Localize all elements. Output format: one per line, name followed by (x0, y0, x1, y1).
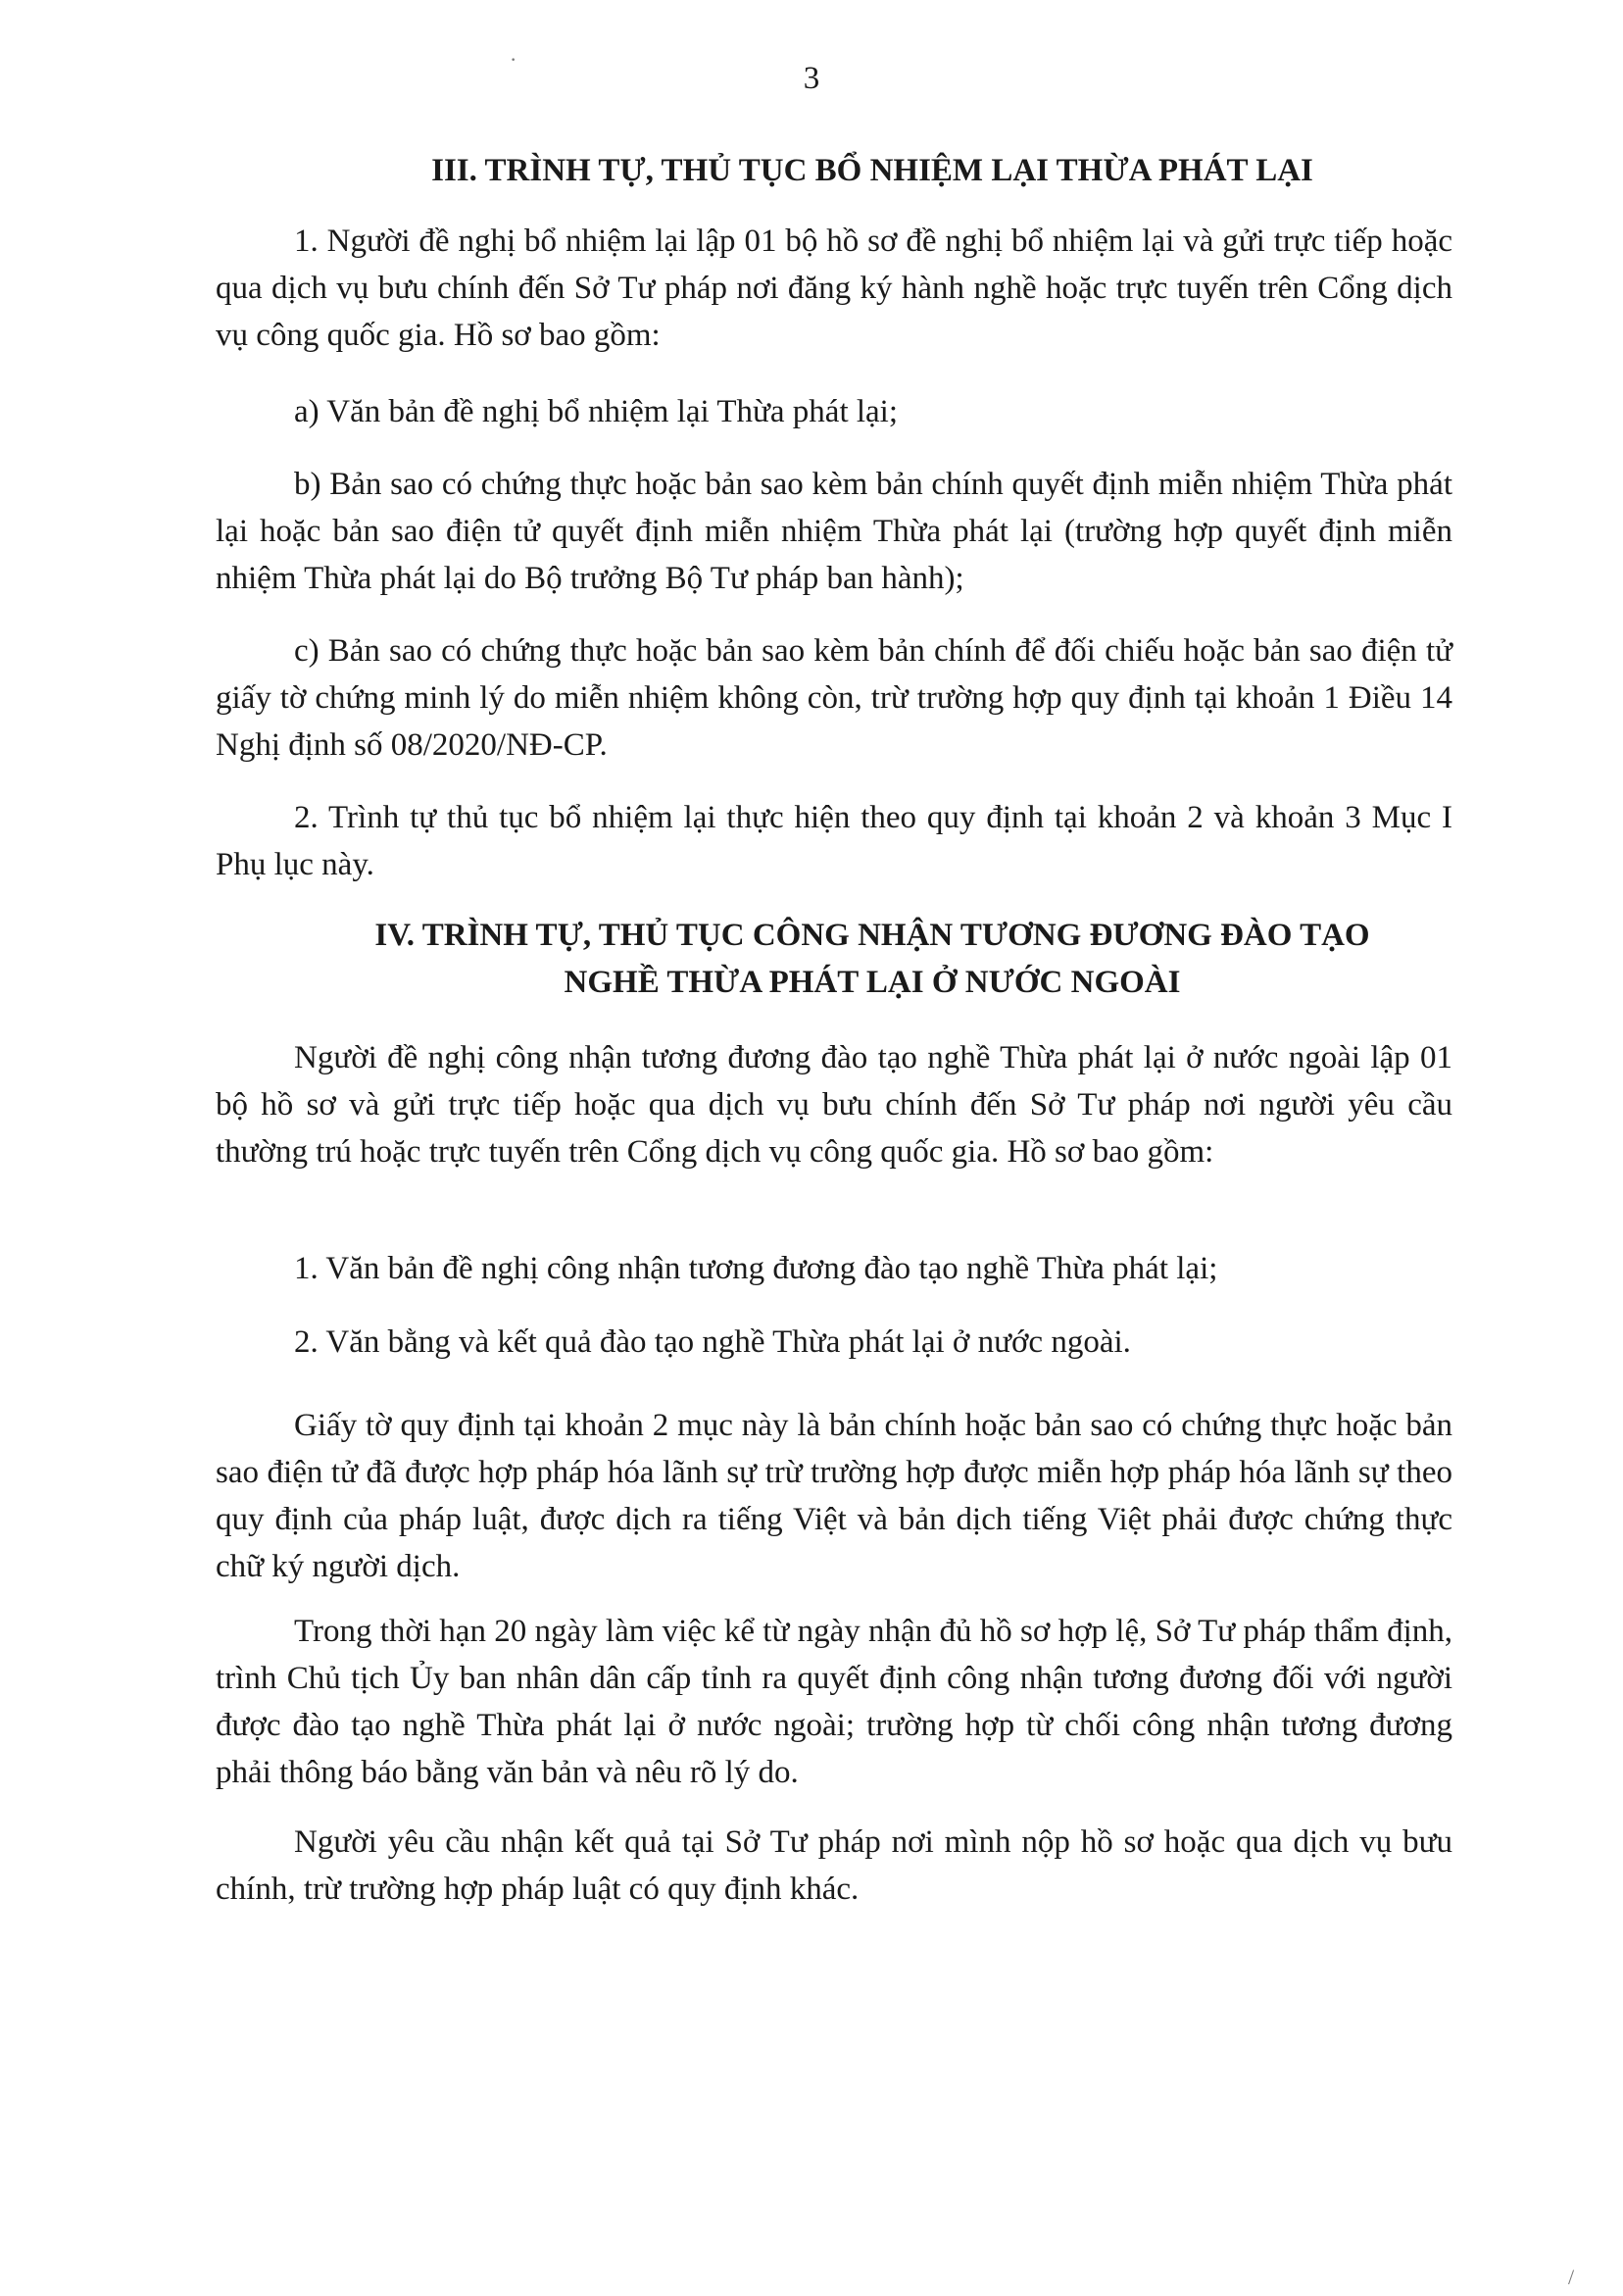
section-4-documents-paragraph: Giấy tờ quy định tại khoản 2 mục này là bản chính hoặc bản sao có chứng thực hoặc bản sao điện tử đã được hợp pháp hóa lãnh sự trừ trường hợp được miễn hợp pháp hóa lãnh sự theo quy định của pháp luật, được dịch ra tiếng Việt và bản dịch tiếng Việt phải được chứng thực chữ ký người dịch. (216, 1408, 1452, 1584)
section-4-heading-line-2: NGHỀ THỪA PHÁT LẠI Ở NƯỚC NGOÀI (564, 965, 1181, 1000)
section-4-result-paragraph: Người yêu cầu nhận kết quả tại Sở Tư pháp nơi mình nộp hồ sơ hoặc qua dịch vụ bưu chính, trừ trường hợp pháp luật có quy định khác. (216, 1824, 1452, 1907)
section-4-deadline-paragraph: Trong thời hạn 20 ngày làm việc kể từ ngày nhận đủ hồ sơ hợp lệ, Sở Tư pháp thẩm định, trình Chủ tịch Ủy ban nhân dân cấp tỉnh ra quyết định công nhận tương đương đối với người được đào tạo nghề Thừa phát lại ở nước ngoài; trường hợp từ chối công nhận tương đương phải thông báo bằng văn bản và nêu rõ lý do. (216, 1614, 1452, 1790)
section-4-item-1: 1. Văn bản đề nghị công nhận tương đương đào tạo nghề Thừa phát lại; (294, 1251, 1218, 1286)
section-3-heading: III. TRÌNH TỰ, THỦ TỤC BỔ NHIỆM LẠI THỪA PHÁT LẠI (431, 153, 1313, 188)
page-number: 3 (803, 61, 820, 96)
section-3-item-c: c) Bản sao có chứng thực hoặc bản sao kèm bản chính để đối chiếu hoặc bản sao điện tử giấy tờ chứng minh lý do miễn nhiệm không còn, trừ trường hợp quy định tại khoản 1 Điều 14 Nghị định số 08/2020/NĐ-CP. (216, 633, 1452, 763)
section-4-heading-line-1: IV. TRÌNH TỰ, THỦ TỤC CÔNG NHẬN TƯƠNG ĐƯƠNG ĐÀO TẠO (374, 918, 1370, 953)
section-4-heading (294, 912, 1451, 1006)
section-4-intro: Người đề nghị công nhận tương đương đào tạo nghề Thừa phát lại ở nước ngoài lập 01 bộ hồ sơ và gửi trực tiếp hoặc qua dịch vụ bưu chính đến Sở Tư pháp nơi người yêu cầu thường trú hoặc trực tuyến trên Cổng dịch vụ công quốc gia. Hồ sơ bao gồm: (216, 1040, 1452, 1170)
section-3-item-b: b) Bản sao có chứng thực hoặc bản sao kèm bản chính quyết định miễn nhiệm Thừa phát lại hoặc bản sao điện tử quyết định miễn nhiệm Thừa phát lại (trường hợp quyết định miễn nhiệm Thừa phát lại do Bộ trưởng Bộ Tư pháp ban hành); (216, 467, 1452, 596)
section-4-item-2: 2. Văn bằng và kết quả đào tạo nghề Thừa phát lại ở nước ngoài. (294, 1324, 1131, 1360)
section-3-paragraph-2: 2. Trình tự thủ tục bổ nhiệm lại thực hiện theo quy định tại khoản 2 và khoản 3 Mục I Phụ lục này. (216, 800, 1452, 882)
section-3-item-a: a) Văn bản đề nghị bổ nhiệm lại Thừa phát lại; (294, 394, 899, 429)
scan-mark-corner: / (1568, 2265, 1575, 2289)
section-3-paragraph-1: 1. Người đề nghị bổ nhiệm lại lập 01 bộ hồ sơ đề nghị bổ nhiệm lại và gửi trực tiếp hoặc qua dịch vụ bưu chính đến Sở Tư pháp nơi đăng ký hành nghề hoặc trực tuyến trên Cổng dịch vụ công quốc gia. Hồ sơ bao gồm: (216, 224, 1452, 353)
scan-speck: · (510, 47, 517, 72)
